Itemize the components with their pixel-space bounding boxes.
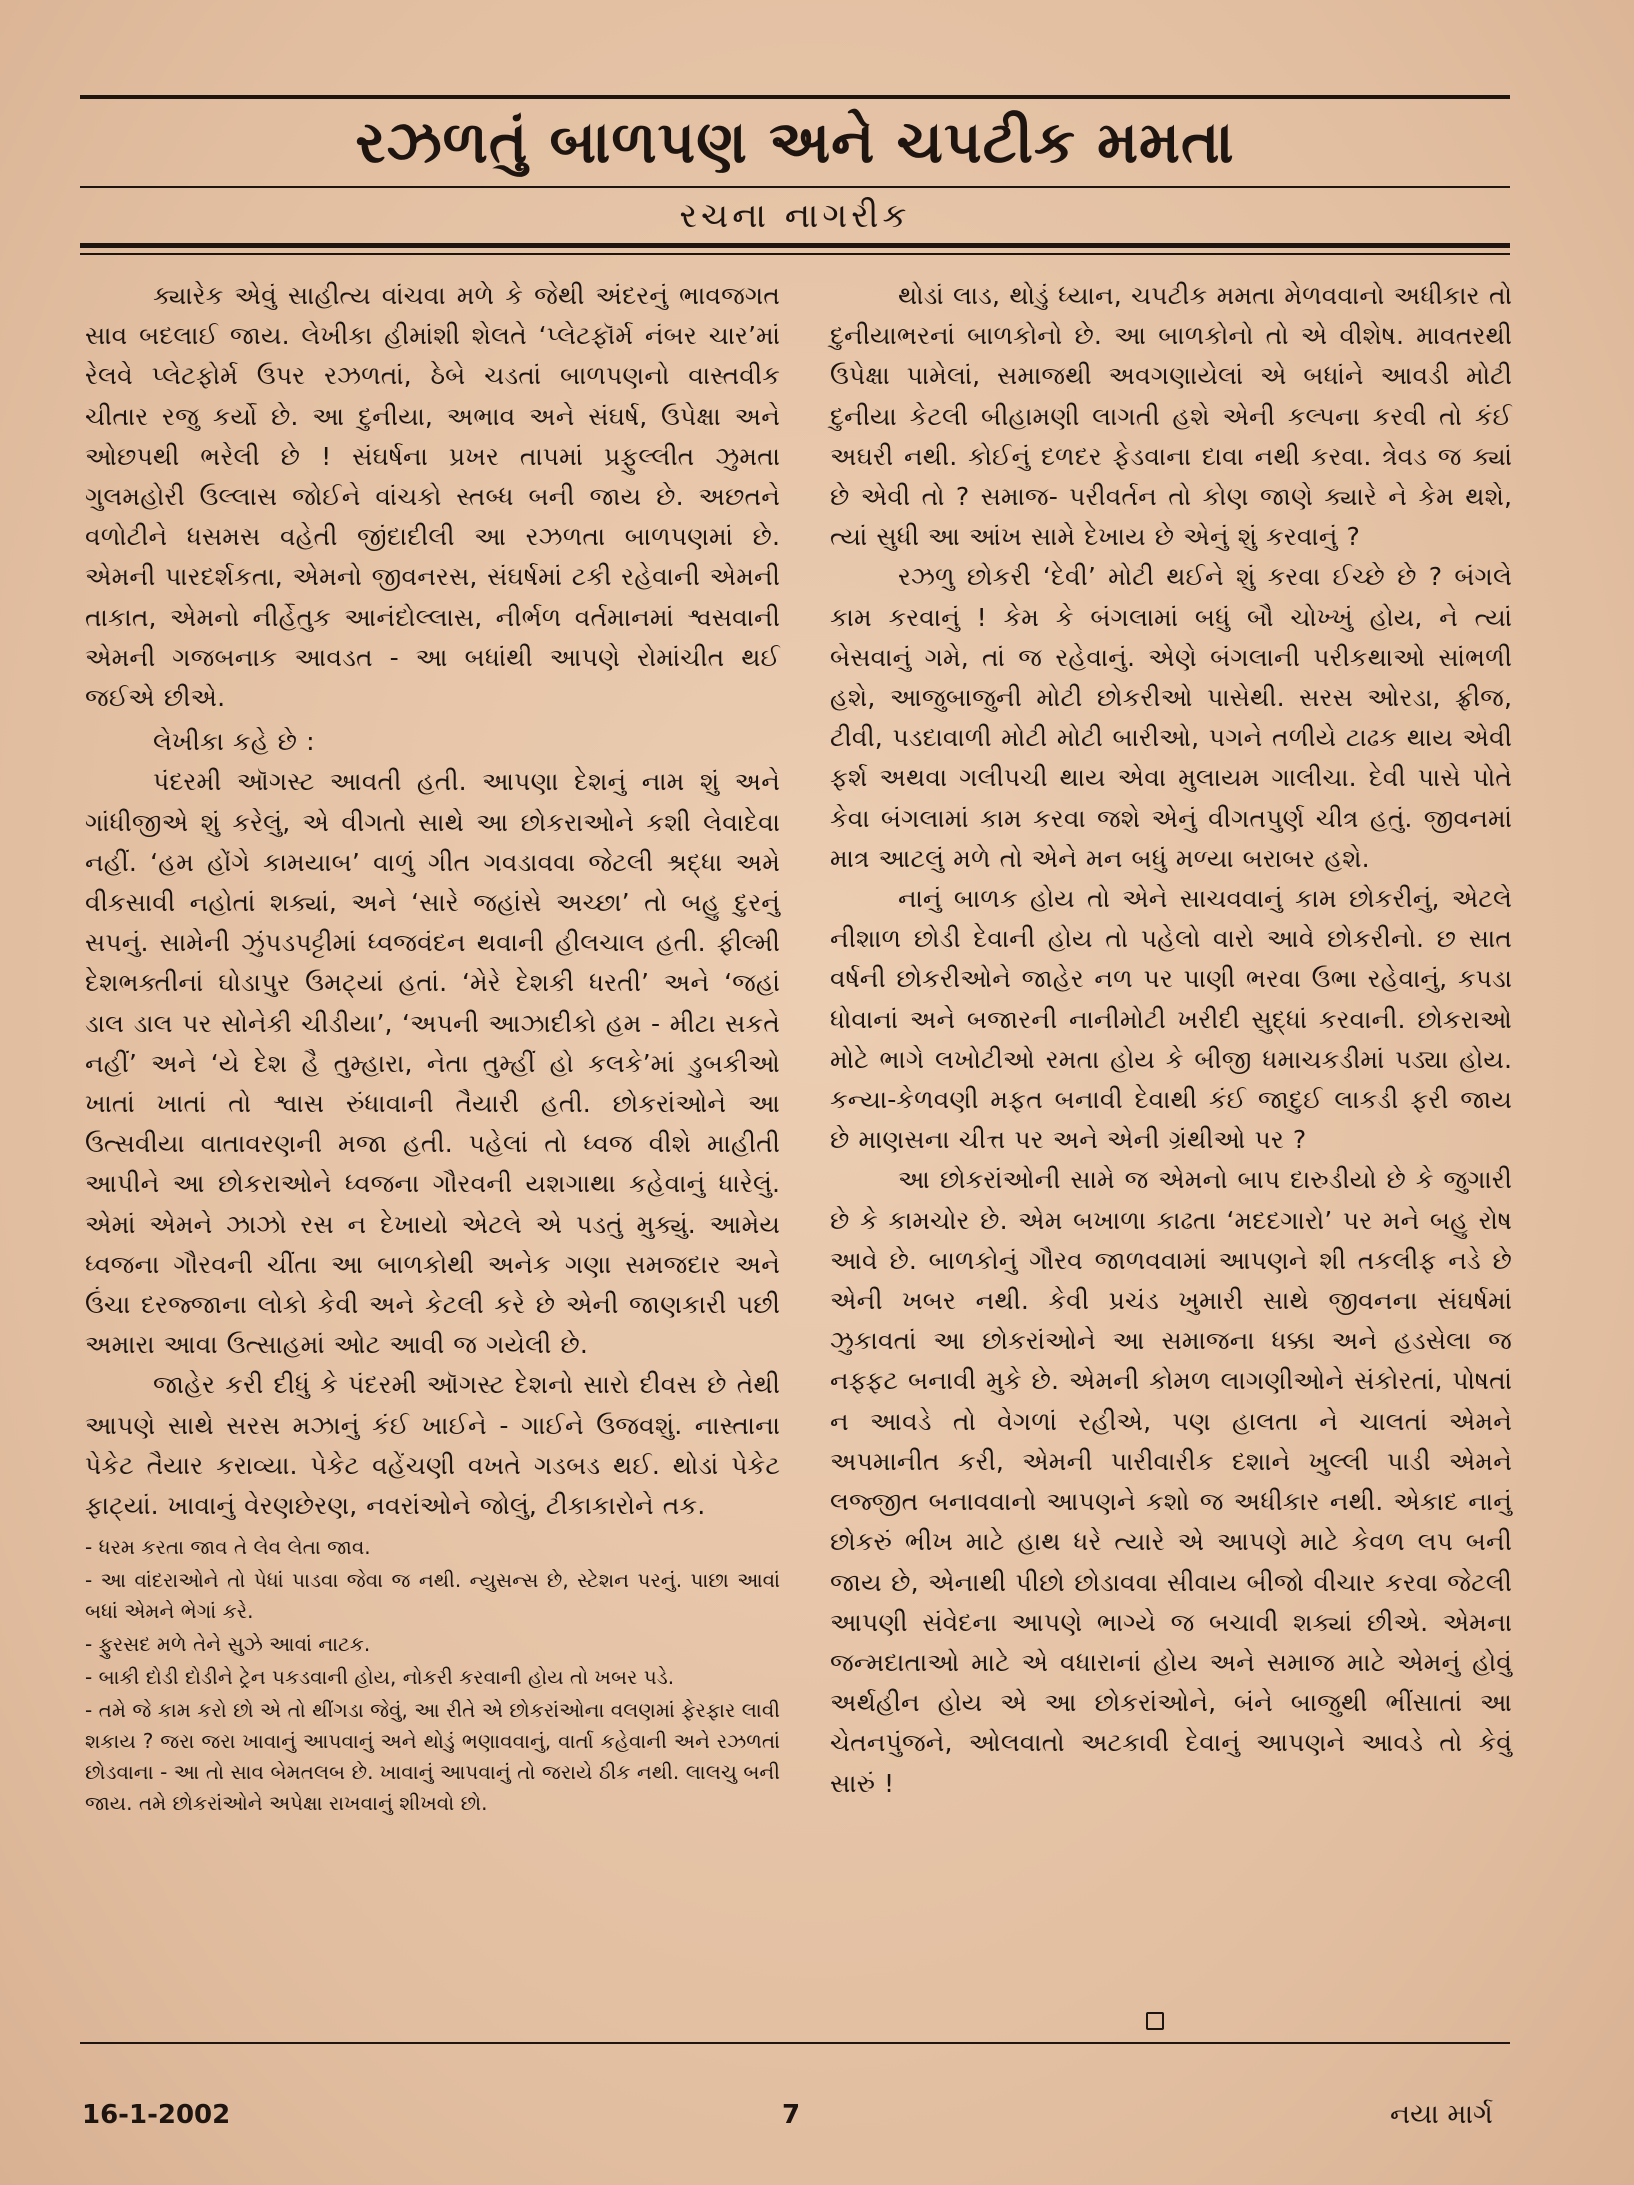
dialogue-line: - તમે જે કામ કરો છો એ તો થીંગડા જેવું, આ રીતે એ છોકરાંઓના વલણમાં ફેરફાર લાવી શકાય ? જરા જરા ખાવાનું આપવાનું અને થોડું ભણાવવાનું, વાર્તા કહેવાની અને રઝળતાં છોડવાના - આ તો સાવ બેમતલબ છે. ખાવાનું આપવાનું તો જરાયે ઠીક નથી. લાલચુ બની જાય. તમે છોકરાંઓને અપેક્ષા રાખવાનું શીખવો છો. [85, 1698, 780, 1816]
footer-page-number: 7 [782, 2100, 801, 2130]
header-bottom-rule-thick [80, 243, 1510, 248]
footer-magazine-name: નયા માર્ગ [1390, 2099, 1493, 2130]
article-author: રચના નાગરીક [679, 196, 911, 236]
paragraph: ક્યારેક એવું સાહીત્ય વાંચવા મળે કે જેથી અંદરનું ભાવજગત સાવ બદલાઈ જાય. લેખીકા હીમાંશી શેલતે ‘પ્લેટફૉર્મ નંબર ચાર’માં રેલવે પ્લેટફોર્મ ઉપર રઝળતાં, ઠેબે ચડતાં બાળપણનો વાસ્તવીક ચીતાર રજુ કર્યો છે. આ દુનીયા, અભાવ અને સંઘર્ષ, ઉપેક્ષા અને ઓછપથી ભરેલી છે ! સંઘર્ષના પ્રખર તાપમાં પ્રફુલ્લીત ઝુમતા ગુલમહોરી ઉલ્લાસ જોઈને વાંચકો સ્તબ્ધ બની જાય છે. અછતને વળોટીને ધસમસ વહેતી જીંદાદીલી આ રઝળતા બાળપણમાં છે. એમની પારદર્શકતા, એમનો જીવનરસ, સંઘર્ષમાં ટકી રહેવાની એમની તાકાત, એમનો નીર્હેતુક આનંદોલ્લાસ, નીર્ભળ વર્તમાનમાં શ્વસવાની એમની ગજબનાક આવડત - આ બધાંથી આપણે રોમાંચીત થઈ જઈએ છીએ. [85, 281, 780, 713]
paragraph: આ છોકરાંઓની સામે જ એમનો બાપ દારુડીયો છે કે જુગારી છે કે કામચોર છે. એમ બખાળા કાઢતા ‘મદદગારો’ પર મને બહુ રોષ આવે છે. બાળકોનું ગૌરવ જાળવવામાં આપણને શી તકલીફ નડે છે એની ખબર નથી. કેવી પ્રચંડ ખુમારી સાથે જીવનના સંઘર્ષમાં ઝુકાવતાં આ છોકરાંઓને આ સમાજના ધક્કા અને હડસેલા જ નફ્ફટ બનાવી મુકે છે. એમની કોમળ લાગણીઓને સંકોરતાં, પોષતાં ન આવડે તો વેગળાં રહીએ, પણ હાલતા ને ચાલતાં એમને અપમાનીત કરી, એમની પારીવારીક દશાને ખુલ્લી પાડી એમને લજ્જીત બનાવવાનો આપણને કશો જ અધીકાર નથી. એકાદ નાનું છોકરું ભીખ માટે હાથ ધરે ત્યારે એ આપણે માટે કેવળ લપ બની જાય છે, એનાથી પીછો છોડાવવા સીવાય બીજો વીચાર કરવા જેટલી આપણી સંવેદના આપણે ભાગ્યે જ બચાવી શક્યાં છીએ. એમના જન્મદાતાઓ માટે એ વધારાનાં હોય અને સમાજ માટે એમનું હોવું અર્થહીન હોય એ આ છોકરાંઓને, બંને બાજુથી ભીંસાતાં આ ચેતનપુંજને, ઓલવાતો અટકાવી દેવાનું આપણને આવડે તો કેવું સારું ! [830, 1165, 1512, 1798]
paragraph: રઝળુ છોકરી ‘દેવી’ મોટી થઈને શું કરવા ઈચ્છે છે ? બંગલે કામ કરવાનું ! કેમ કે બંગલામાં બધું બૌ ચોખ્ખું હોય, ને ત્યાં બેસવાનું ગમે, તાં જ રહેવાનું. એણે બંગલાની પરીકથાઓ સાંભળી હશે, આજુબાજુની મોટી છોકરીઓ પાસેથી. સરસ ઓરડા, ફ્રીજ, ટીવી, પડદાવાળી મોટી મોટી બારીઓ, પગને તળીયે ટાઢક થાય એવી ફર્શ અથવા ગલીપચી થાય એવા મુલાયમ ગાલીચા. દેવી પાસે પોતે કેવા બંગલામાં કામ કરવા જશે એનું વીગતપુર્ણ ચીત્ર હતું. જીવનમાં માત્ર આટલું મળે તો એને મન બધું મળ્યા બરાબર હશે. [830, 562, 1512, 873]
header-top-rule [80, 95, 1510, 99]
left-column [85, 276, 780, 1821]
dialogue-line: - આ વાંદરાઓને તો પેધાં પાડવા જેવા જ નથી. ન્યુસન્સ છે, સ્ટેશન પરનું. પાછા આવાં બધાં એમને ભેગાં કરે. [85, 1568, 780, 1624]
article-title: રઝળતું બાળપણ અને ચપટીક મમતા [355, 108, 1235, 176]
article-end-mark [1146, 2012, 1164, 2030]
footer-date: 16-1-2002 [82, 2100, 231, 2130]
paragraph: પંદરમી ઑગસ્ટ આવતી હતી. આપણા દેશનું નામ શું અને ગાંધીજીએ શું કરેલું, એ વીગતો સાથે આ છોકરાઓને કશી લેવાદેવા નહીં. ‘હમ હોંગે કામયાબ’ વાળું ગીત ગવડાવવા જેટલી શ્રદ્ધા અમે વીકસાવી નહોતાં શક્યાં, અને ‘સારે જહાંસે અચ્છા’ તો બહુ દુરનું સપનું. સામેની ઝુંપડપટ્ટીમાં ધ્વજવંદન થવાની હીલચાલ હતી. ફીલ્મી દેશભક્તીનાં ઘોડાપુર ઉમટ્યાં હતાં. ‘મેરે દેશકી ધરતી’ અને ‘જહાં ડાલ ડાલ પર સોનેકી ચીડીયા’, ‘અપની આઝાદીકો હમ - મીટા સકતે નહીં’ અને ‘યે દેશ હૈ તુમ્હારા, નેતા તુમ્હીં હો કલકે’માં ડુબકીઓ ખાતાં ખાતાં તો શ્વાસ રુંધાવાની તૈયારી હતી. છોકરાંઓને આ ઉત્સવીયા વાતાવરણની મજા હતી. પહેલાં તો ધ્વજ વીશે માહીતી આપીને આ છોકરાઓને ધ્વજના ગૌરવની યશગાથા કહેવાનું ધારેલું. એમાં એમને ઝાઝો રસ ન દેખાયો એટલે એ પડતું મુક્યું. આમેય ધ્વજના ગૌરવની ચીંતા આ બાળકોથી અનેક ગણા સમજદાર અને ઉંચા દરજ્જાના લોકો કેવી અને કેટલી કરે છે એની જાણકારી પછી અમારા આવા ઉત્સાહમાં ઓટ આવી જ ગયેલી છે. [85, 767, 780, 1360]
dialogue-line: - ધરમ કરતા જાવ તે લેવ લેતા જાવ. [85, 1535, 371, 1560]
dialogue-line: - બાકી દોડી દોડીને ટ્રેન પકડવાની હોય, નોકરી કરવાની હોય તો ખબર પડે. [85, 1665, 675, 1690]
dialogue-line: - ફુરસદ મળે તેને સુઝે આવાં નાટક. [85, 1632, 371, 1657]
right-column [830, 276, 1512, 1804]
paragraph: નાનું બાળક હોય તો એને સાચવવાનું કામ છોકરીનું, એટલે નીશાળ છોડી દેવાની હોય તો પહેલો વારો આવે છોકરીનો. છ સાત વર્ષની છોકરીઓને જાહેર નળ પર પાણી ભરવા ઉભા રહેવાનું, કપડા ધોવાનાં અને બજારની નાનીમોટી ખરીદી સુદ્ધાં કરવાની. છોકરાઓ મોટે ભાગે લખોટીઓ રમતા હોય કે બીજી ધમાચકડીમાં પડ્યા હોય. કન્યા-કેળવણી મફત બનાવી દેવાથી કંઈ જાદુઈ લાકડી ફરી જાય છે માણસના ચીત્ત પર અને એની ગ્રંથીઓ પર ? [830, 884, 1512, 1155]
paragraph: જાહેર કરી દીધું કે પંદરમી ઑગસ્ટ દેશનો સારો દીવસ છે તેથી આપણે સાથે સરસ મઝાનું કંઈ ખાઈને - ગાઈને ઉજવશું. નાસ્તાના પેકેટ તૈયાર કરાવ્યા. પેકેટ વહેંચણી વખતે ગડબડ થઈ. થોડાં પેકેટ ફાટ્યાં. ખાવાનું વેરણછેરણ, નવરાંઓને જોલું, ટીકાકારોને તક. [85, 1370, 780, 1521]
header-bottom-rule-thin [80, 253, 1510, 255]
paragraph: થોડાં લાડ, થોડું ધ્યાન, ચપટીક મમતા મેળવવાનો અધીકાર તો દુનીયાભરનાં બાળકોનો છે. આ બાળકોનો તો એ વીશેષ. માવતરથી ઉપેક્ષા પામેલાં, સમાજથી અવગણાયેલાં એ બધાંને આવડી મોટી દુનીયા કેટલી બીહામણી લાગતી હશે એની કલ્પના કરવી તો કંઈ અઘરી નથી. કોઈનું દળદર ફેડવાના દાવા નથી કરવા. ત્રેવડ જ ક્યાં છે એવી તો ? સમાજ- પરીવર્તન તો કોણ જાણે ક્યારે ને કેમ થશે, ત્યાં સુધી આ આંખ સામે દેખાય છે એનું શું કરવાનું ? [830, 281, 1512, 552]
title-underline-rule [80, 186, 1510, 188]
paragraph: લેખીકા કહે છે : [153, 727, 315, 757]
footer-rule [80, 2042, 1510, 2044]
